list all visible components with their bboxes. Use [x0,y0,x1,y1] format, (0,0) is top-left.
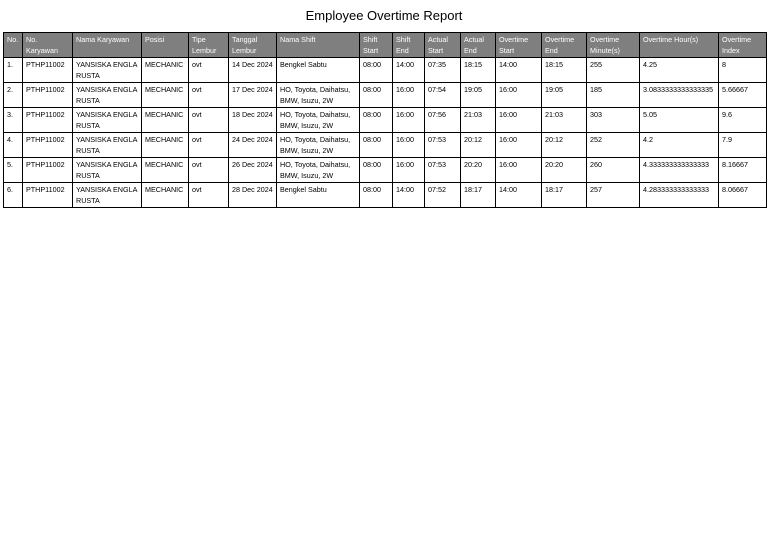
cell-no: 1. [4,58,23,83]
column-header-overtime-hours: Overtime Hour(s) [640,33,719,58]
cell-nama-shift: HO, Toyota, Daihatsu, BMW, Isuzu, 2W [277,108,360,133]
cell-overtime-index: 8.06667 [719,183,767,208]
cell-actual-end: 21:03 [461,108,496,133]
cell-tipe-lembur: ovt [189,83,229,108]
cell-shift-start: 08:00 [360,108,393,133]
cell-shift-start: 08:00 [360,158,393,183]
cell-nama-karyawan: YANSISKA ENGLA RUSTA [73,183,142,208]
column-header-no-karyawan: No. Karyawan [23,33,73,58]
cell-shift-end: 16:00 [393,158,425,183]
column-header-nama-karyawan: Nama Karyawan [73,33,142,58]
cell-no: 5. [4,158,23,183]
cell-no: 6. [4,183,23,208]
cell-overtime-start: 16:00 [496,83,542,108]
cell-overtime-minutes: 185 [587,83,640,108]
cell-nama-shift: Bengkel Sabtu [277,58,360,83]
column-header-actual-end: Actual End [461,33,496,58]
cell-posisi: MECHANIC [142,83,189,108]
cell-overtime-minutes: 303 [587,108,640,133]
report-title: Employee Overtime Report [305,8,463,23]
cell-no: 4. [4,133,23,158]
cell-overtime-end: 19:05 [542,83,587,108]
cell-tipe-lembur: ovt [189,58,229,83]
cell-no-karyawan: PTHP11002 [23,108,73,133]
cell-nama-karyawan: YANSISKA ENGLA RUSTA [73,58,142,83]
cell-overtime-index: 9.6 [719,108,767,133]
cell-nama-shift: HO, Toyota, Daihatsu, BMW, Isuzu, 2W [277,158,360,183]
table-row [4,83,767,108]
column-header-nama-shift: Nama Shift [277,33,360,58]
column-header-overtime-start: Overtime Start [496,33,542,58]
cell-overtime-minutes: 255 [587,58,640,83]
cell-shift-end: 16:00 [393,133,425,158]
column-header-actual-start: Actual Start [425,33,461,58]
cell-posisi: MECHANIC [142,58,189,83]
cell-nama-shift: HO, Toyota, Daihatsu, BMW, Isuzu, 2W [277,133,360,158]
cell-tanggal-lembur: 14 Dec 2024 [229,58,277,83]
column-header-shift-start: Shift Start [360,33,393,58]
cell-tipe-lembur: ovt [189,133,229,158]
cell-actual-start: 07:53 [425,133,461,158]
cell-overtime-end: 20:12 [542,133,587,158]
column-header-tanggal-lembur: Tanggal Lembur [229,33,277,58]
cell-overtime-index: 8.16667 [719,158,767,183]
cell-actual-end: 18:17 [461,183,496,208]
cell-overtime-hours: 4.2 [640,133,719,158]
cell-overtime-hours: 4.333333333333333 [640,158,719,183]
cell-overtime-end: 18:17 [542,183,587,208]
cell-overtime-end: 20:20 [542,158,587,183]
table-row [4,58,767,83]
cell-overtime-minutes: 260 [587,158,640,183]
column-header-overtime-index: Overtime Index [719,33,767,58]
cell-no-karyawan: PTHP11002 [23,183,73,208]
cell-actual-end: 18:15 [461,58,496,83]
table-row [4,183,767,208]
cell-shift-end: 14:00 [393,183,425,208]
cell-nama-karyawan: YANSISKA ENGLA RUSTA [73,158,142,183]
table-row [4,158,767,183]
cell-no: 2. [4,83,23,108]
table-row [4,133,767,158]
cell-nama-karyawan: YANSISKA ENGLA RUSTA [73,83,142,108]
cell-tanggal-lembur: 28 Dec 2024 [229,183,277,208]
cell-no: 3. [4,108,23,133]
column-header-tipe-lembur: Tipe Lembur [189,33,229,58]
column-header-overtime-minutes: Overtime Minute(s) [587,33,640,58]
cell-shift-start: 08:00 [360,83,393,108]
cell-posisi: MECHANIC [142,183,189,208]
table-header-row [4,33,767,58]
cell-overtime-index: 8 [719,58,767,83]
cell-tipe-lembur: ovt [189,108,229,133]
cell-actual-end: 20:12 [461,133,496,158]
cell-overtime-hours: 5.05 [640,108,719,133]
cell-shift-start: 08:00 [360,133,393,158]
cell-overtime-start: 16:00 [496,133,542,158]
cell-actual-start: 07:53 [425,158,461,183]
cell-posisi: MECHANIC [142,158,189,183]
cell-overtime-hours: 4.25 [640,58,719,83]
cell-overtime-start: 14:00 [496,183,542,208]
cell-posisi: MECHANIC [142,108,189,133]
cell-tanggal-lembur: 26 Dec 2024 [229,158,277,183]
cell-actual-end: 20:20 [461,158,496,183]
column-header-posisi: Posisi [142,33,189,58]
cell-actual-start: 07:52 [425,183,461,208]
cell-shift-end: 16:00 [393,108,425,133]
cell-tipe-lembur: ovt [189,183,229,208]
cell-nama-shift: Bengkel Sabtu [277,183,360,208]
overtime-table [3,32,767,208]
column-header-overtime-end: Overtime End [542,33,587,58]
cell-overtime-start: 14:00 [496,58,542,83]
cell-actual-end: 19:05 [461,83,496,108]
cell-overtime-end: 18:15 [542,58,587,83]
cell-overtime-start: 16:00 [496,108,542,133]
cell-nama-shift: HO, Toyota, Daihatsu, BMW, Isuzu, 2W [277,83,360,108]
cell-shift-end: 16:00 [393,83,425,108]
cell-overtime-hours: 3.0833333333333335 [640,83,719,108]
cell-tanggal-lembur: 18 Dec 2024 [229,108,277,133]
column-header-shift-end: Shift End [393,33,425,58]
cell-no-karyawan: PTHP11002 [23,158,73,183]
cell-nama-karyawan: YANSISKA ENGLA RUSTA [73,133,142,158]
cell-overtime-end: 21:03 [542,108,587,133]
table-row [4,108,767,133]
cell-shift-end: 14:00 [393,58,425,83]
cell-overtime-start: 16:00 [496,158,542,183]
cell-no-karyawan: PTHP11002 [23,133,73,158]
cell-overtime-minutes: 252 [587,133,640,158]
cell-overtime-index: 7.9 [719,133,767,158]
cell-posisi: MECHANIC [142,133,189,158]
cell-no-karyawan: PTHP11002 [23,83,73,108]
cell-tanggal-lembur: 17 Dec 2024 [229,83,277,108]
cell-overtime-minutes: 257 [587,183,640,208]
cell-tanggal-lembur: 24 Dec 2024 [229,133,277,158]
cell-overtime-index: 5.66667 [719,83,767,108]
column-header-no: No. [4,33,23,58]
cell-actual-start: 07:56 [425,108,461,133]
cell-nama-karyawan: YANSISKA ENGLA RUSTA [73,108,142,133]
cell-actual-start: 07:35 [425,58,461,83]
cell-shift-start: 08:00 [360,183,393,208]
cell-actual-start: 07:54 [425,83,461,108]
cell-shift-start: 08:00 [360,58,393,83]
cell-overtime-hours: 4.283333333333333 [640,183,719,208]
cell-no-karyawan: PTHP11002 [23,58,73,83]
cell-tipe-lembur: ovt [189,158,229,183]
